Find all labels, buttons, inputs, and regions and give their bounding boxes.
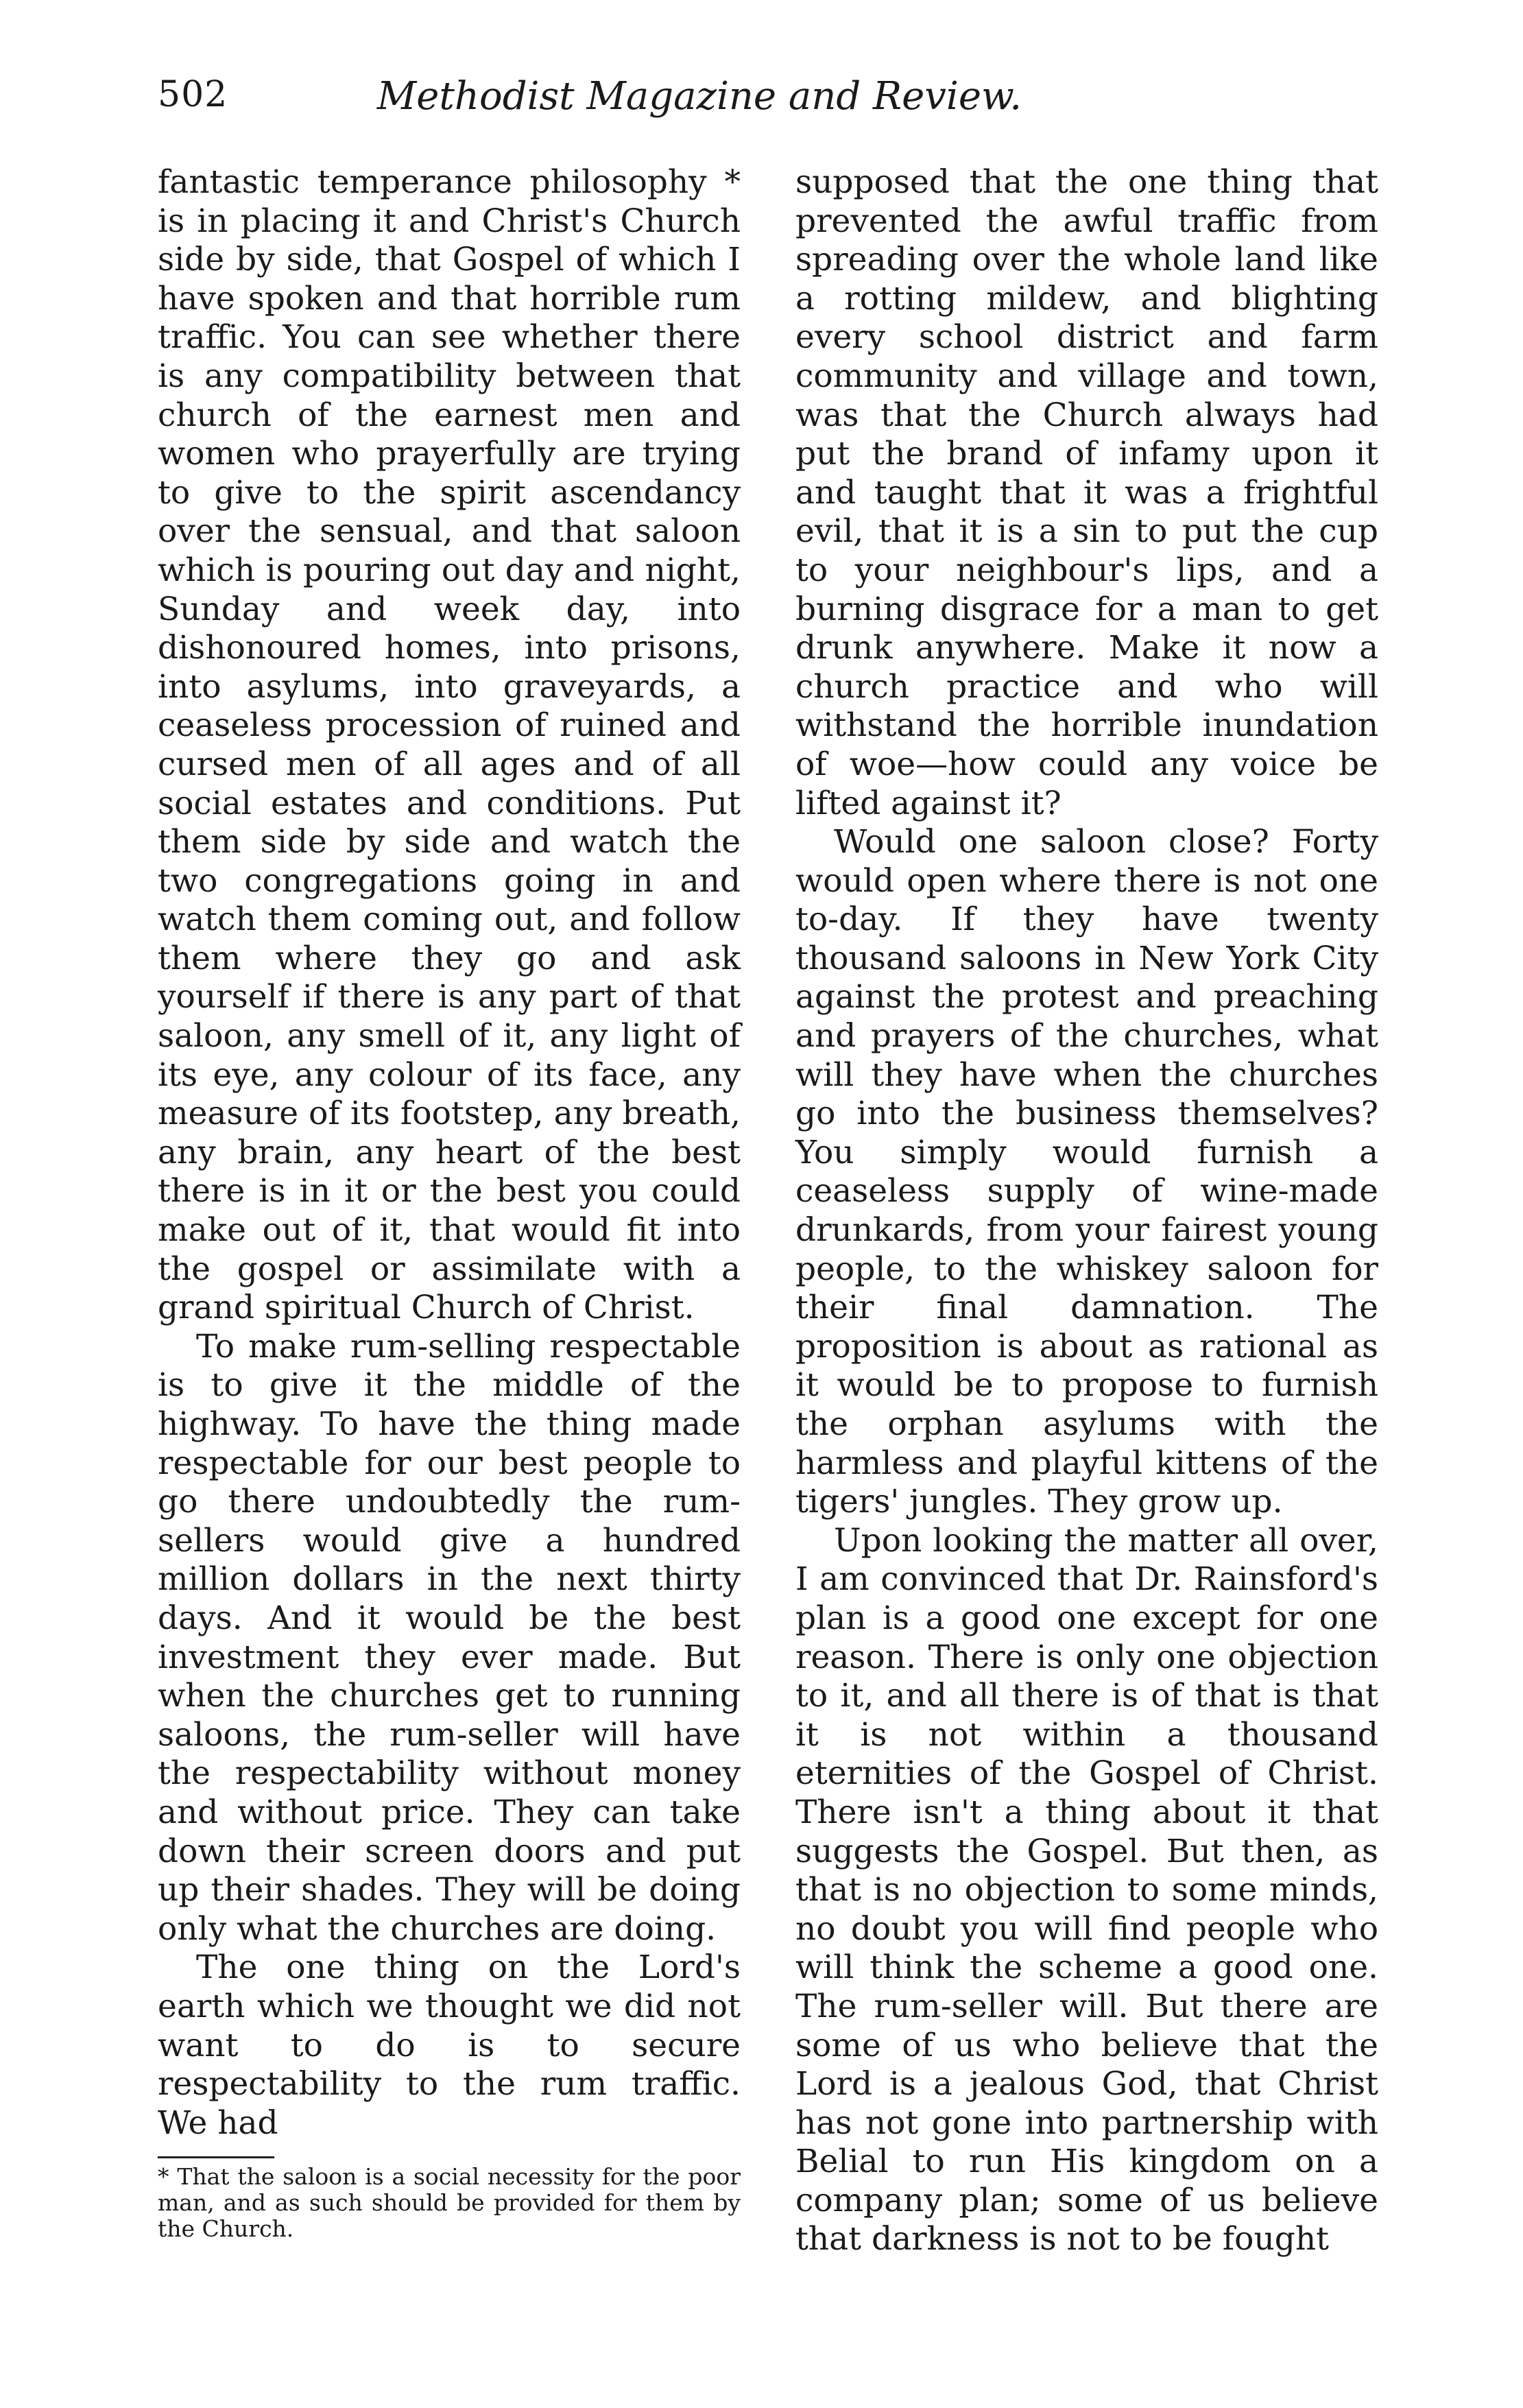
- footnote: * That the saloon is a social necessity for the poor man, and as such should be provided for them by the Church.: [158, 2163, 741, 2243]
- left-column: [158, 163, 741, 2242]
- left-paragraph-2: To make rum-selling respectable is to give it the middle of the highway. To have the thing made respectable for our best people to go there undoubtedly the rum-sellers would give a hundred million dollars in the next thirty days. And it would be the best investment they ever made. But when the churches get to running saloons, the rum-seller will have the respectability without money and without price. They can take down their screen doors and put up their shades. They will be doing only what the churches are doing.: [158, 1327, 741, 1948]
- running-title: Methodist Magazine and Review.: [376, 74, 1022, 119]
- page-header: [158, 74, 1392, 129]
- footnote-divider: [158, 2156, 274, 2158]
- page-number: 502: [158, 74, 228, 115]
- left-paragraph-1: fantastic temperance philosophy * is in placing it and Christ's Church side by side, that Gospel of which I have spoken and that horrible rum traffic. You can see whether there is any compatibility between that church of the earnest men and women who prayerfully are trying to give to the spirit ascendancy over the sensual, and that saloon which is pouring out day and night, Sunday and week day, into dishonoured homes, into prisons, into asylums, into graveyards, a ceaseless procession of ruined and cursed men of all ages and of all social estates and conditions. Put them side by side and watch the two congregations going in and watch them coming out, and follow them where they go and ask yourself if there is any part of that saloon, any smell of it, any light of its eye, any colour of its face, any measure of its footstep, any breath, any brain, any heart of the best there is in it or the best you could make out of it, that would fit into the gospel or assimilate with a grand spiritual Church of Christ.: [158, 163, 741, 1327]
- right-paragraph-3: Upon looking the matter all over, I am convinced that Dr. Rainsford's plan is a good one except for one reason. There is only one objection to it, and all there is of that is that it is not within a thousand eternities of the Gospel of Christ. There isn't a thing about it that suggests the Gospel. But then, as that is no objection to some minds, no doubt you will find people who will think the scheme a good one. The rum-seller will. But there are some of us who believe that the Lord is a jealous God, that Christ has not gone into partnership with Belial to run His kingdom on a company plan; some of us believe that darkness is not to be fought: [795, 1521, 1378, 2258]
- right-column: [795, 163, 1378, 2259]
- right-paragraph-1: supposed that the one thing that prevented the awful traffic from spreading over the whole land like a rotting mildew, and blighting every school district and farm community and village and town, was that the Church always had put the brand of infamy upon it and taught that it was a frightful evil, that it is a sin to put the cup to your neighbour's lips, and a burning disgrace for a man to get drunk anywhere. Make it now a church practice and who will withstand the horrible inundation of woe—how could any voice be lifted against it?: [795, 163, 1378, 822]
- right-paragraph-2: Would one saloon close? Forty would open where there is not one to-day. If they have twenty thousand saloons in New York City against the protest and preaching and prayers of the churches, what will they have when the churches go into the business themselves? You simply would furnish a ceaseless supply of wine-made drunkards, from your fairest young people, to the whiskey saloon for their final damnation. The proposition is about as rational as it would be to propose to furnish the orphan asylums with the harmless and playful kittens of the tigers' jungles. They grow up.: [795, 823, 1378, 1521]
- left-paragraph-3: The one thing on the Lord's earth which we thought we did not want to do is to secure respectability to the rum traffic. We had: [158, 1948, 741, 2142]
